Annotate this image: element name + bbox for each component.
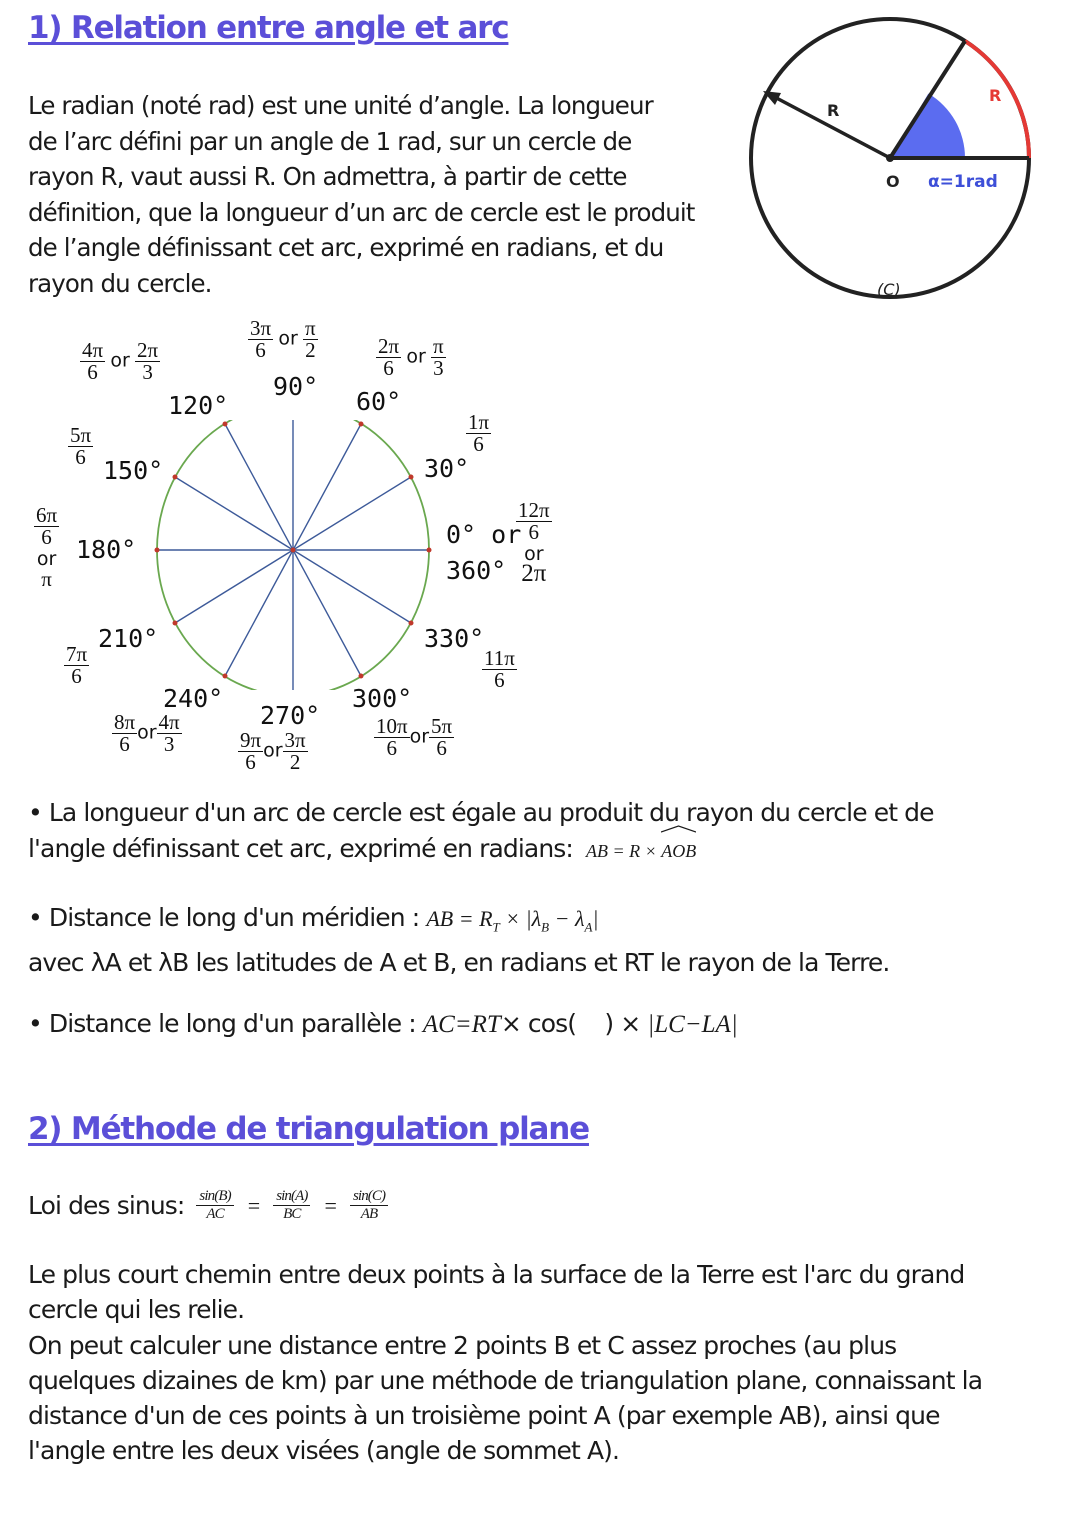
section-1-heading: 1) Relation entre angle et arc: [28, 10, 509, 46]
text-line: distance d'un de ces points à un troisième point A (par exemple AB), ainsi que: [28, 1401, 940, 1431]
bullet-meridian: • Distance le long d'un méridien : AB = $R_T \times |\lambda_B - \lambda_A|$ avec λA et λB les latitudes de A et B, en radians et RT le rayon de la Terre.: [28, 900, 889, 981]
point-330: [409, 621, 414, 626]
rad-0: $\frac{12\pi}{6}$ or 2π: [518, 498, 550, 587]
deg-60: 60°: [356, 387, 402, 416]
point-60: [359, 422, 364, 427]
text-line: On peut calculer une distance entre 2 points B et C assez proches (au plus: [28, 1330, 897, 1360]
deg-300: 300°: [352, 684, 413, 713]
bullet-parallel: • Distance le long d'un parallèle : AC=RT× cos( ) × |LC−LA|: [28, 1009, 738, 1038]
section-2-heading: 2) Méthode de triangulation plane: [28, 1111, 589, 1147]
rad-330: $\frac{11\pi}{6}$: [484, 646, 515, 692]
rad-240: $\frac{8\pi}{6}$ or $\frac{4\pi}{3}$: [114, 710, 180, 756]
deg-270: 270°: [260, 701, 321, 730]
rad-210: $\frac{7\pi}{6}$: [66, 642, 88, 688]
deg-180: 180°: [76, 535, 137, 564]
deg-210: 210°: [98, 624, 159, 653]
intro-line: rayon R, vaut aussi R. On admettra, à partir de cette: [28, 162, 627, 191]
center-label: O: [886, 172, 900, 191]
rad-60: $\frac{2\pi}{6}$ or $\frac{\pi}{3}$: [378, 334, 444, 380]
arc-formula: AB = R × AOB: [586, 841, 696, 861]
point-0: [427, 548, 432, 553]
deg-150: 150°: [103, 456, 164, 485]
unit-circle: [150, 420, 440, 690]
sine-ratio-b: $\frac{\sin(B)}{AC}$: [196, 1188, 233, 1223]
intro-line: rayon du cercle.: [28, 268, 212, 298]
intro-paragraph: [28, 88, 758, 301]
section-2-paragraph: [28, 1257, 1058, 1469]
deg-90: 90°: [273, 372, 319, 401]
intro-line: définition, que la longueur d’un arc de cercle est le produit: [28, 197, 695, 227]
rad-120: $\frac{4\pi}{6}$ or $\frac{2\pi}{3}$: [82, 338, 159, 384]
rad-30: $\frac{1\pi}{6}$: [468, 410, 490, 456]
rad-90: $\frac{3\pi}{6}$ or $\frac{\pi}{2}$: [250, 316, 316, 362]
deg-240: 240°: [163, 684, 224, 713]
center-point: [886, 154, 894, 162]
point-150: [173, 475, 178, 480]
deg-30: 30°: [424, 454, 470, 483]
rad-180: $\frac{6\pi}{6}$ or π: [36, 503, 58, 591]
deg-360: 360°: [446, 556, 507, 585]
law-label: Loi des sinus:: [28, 1191, 185, 1220]
point-center: [291, 548, 296, 553]
arc-label: R: [989, 86, 1002, 105]
bullet-arc-line-2: l'angle définissant cet arc, exprimé en radians:: [28, 834, 573, 863]
point-180: [155, 548, 160, 553]
bullet-arc: • La longueur d'un arc de cercle est égale au produit du rayon du cercle et de l'angle définissant cet arc, exprimé en radians: AB = R × AOB: [28, 798, 934, 863]
law-of-sines: Loi des sinus: $\frac{\sin(B)}{AC}$ = $\frac{\sin(A)}{BC}$ = $\frac{\sin(C)}{AB}$: [28, 1188, 388, 1223]
point-30: [409, 475, 414, 480]
sine-ratio-a: $\frac{\sin(A)}{BC}$: [273, 1188, 310, 1223]
point-120: [223, 422, 228, 427]
deg-0: 0° or: [446, 520, 522, 549]
rad-150: $\frac{5\pi}{6}$: [70, 423, 92, 469]
deg-330: 330°: [424, 624, 485, 653]
text-line: Le plus court chemin entre deux points à la surface de la Terre est l'arc du grand: [28, 1260, 965, 1289]
angle-label: α=1rad: [928, 172, 998, 192]
radius-label: R: [827, 101, 840, 120]
rad-270: $\frac{9\pi}{6}$ or $\frac{3\pi}{2}$: [240, 728, 306, 774]
text-line: l'angle entre les deux visées (angle de sommet A).: [28, 1436, 620, 1466]
intro-line: de l’angle définissant cet arc, exprimé en radians, et du: [28, 233, 664, 262]
text-line: quelques dizaines de km) par une méthode de triangulation plane, connaissant la: [28, 1365, 983, 1395]
radian-figure: [745, 15, 1045, 305]
point-300: [359, 674, 364, 679]
intro-line: Le radian (noté rad) est une unité d’angle. La longueur: [28, 91, 653, 120]
bullet-arc-line-1: La longueur d'un arc de cercle est égale au produit du rayon du cercle et de: [48, 798, 934, 827]
rad-300: $\frac{10\pi}{6}$ or $\frac{5\pi}{6}$: [376, 714, 453, 760]
intro-line: de l’arc défini par un angle de 1 rad, sur un cercle de: [28, 126, 632, 156]
meridian-note: avec λA et λB les latitudes de A et B, en radians et RT le rayon de la Terre.: [28, 948, 890, 978]
meridian-formula: AB = $R_T \times |\lambda_B - \lambda_A|$: [426, 906, 599, 935]
sine-ratio-c: $\frac{\sin(C)}{AB}$: [350, 1188, 388, 1223]
text-line: cercle qui les relie.: [28, 1295, 245, 1325]
point-210: [173, 621, 178, 626]
circle-label: (C): [877, 280, 901, 299]
point-240: [223, 674, 228, 679]
deg-120: 120°: [168, 391, 229, 420]
